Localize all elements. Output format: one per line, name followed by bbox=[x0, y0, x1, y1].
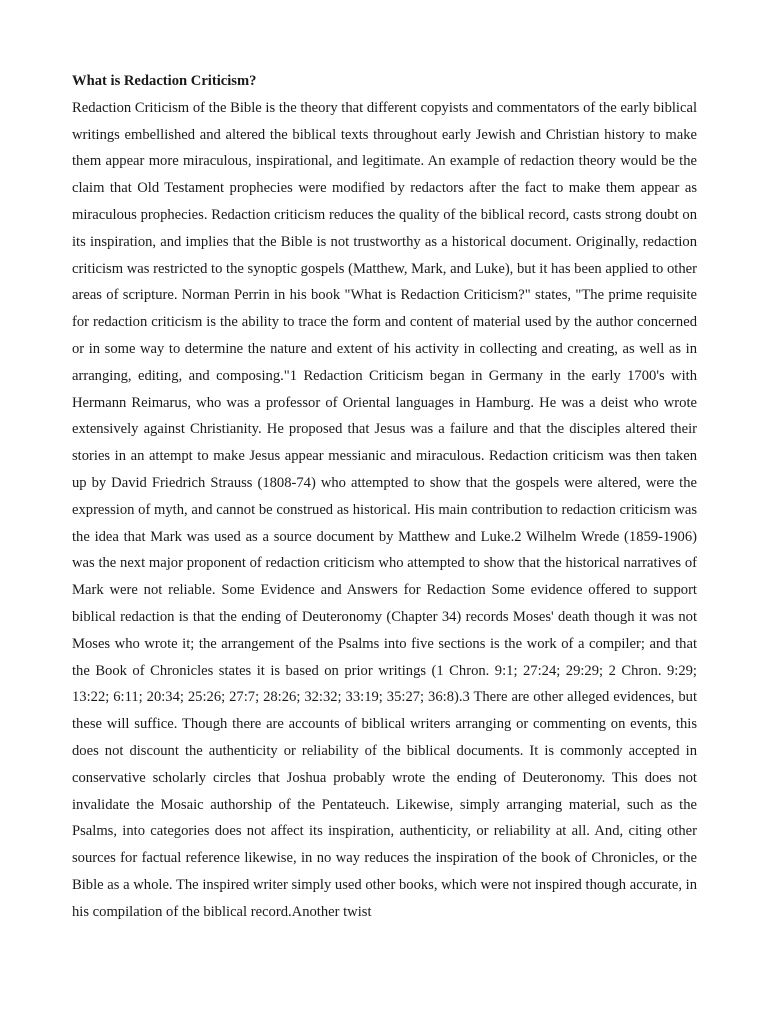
document-body-paragraph: Redaction Criticism of the Bible is the theory that different copyists and commentators of the early biblical writings embellished and altered the biblical texts throughout early Jewish and Christian history to make them appear more miraculous, inspirational, and legitimate. An example of redaction theory would be the claim that Old Testament prophecies were modified by redactors after the fact to make them appear as miraculous prophecies. Redaction criticism reduces the quality of the biblical record, casts strong doubt on its inspiration, and implies that the Bible is not trustworthy as a historical document. Originally, redaction criticism was restricted to the synoptic gospels (Matthew, Mark, and Luke), but it has been applied to other areas of scripture. Norman Perrin in his book "What is Redaction Criticism?" states, "The prime requisite for redaction criticism is the ability to trace the form and content of material used by the author concerned or in some way to determine the nature and extent of his activity in collecting and creating, as well as in arranging, editing, and composing."1 Redaction Criticism began in Germany in the early 1700's with Hermann Reimarus, who was a professor of Oriental languages in Hamburg. He was a deist who wrote extensively against Christianity. He proposed that Jesus was a failure and that the disciples altered their stories in an attempt to make Jesus appear messianic and miraculous. Redaction criticism was then taken up by David Friedrich Strauss (1808-74) who attempted to show that the gospels were altered, were the expression of myth, and cannot be construed as historical. His main contribution to redaction criticism was the idea that Mark was used as a source document by Matthew and Luke.2 Wilhelm Wrede (1859-1906) was the next major proponent of redaction criticism who attempted to show that the historical narratives of Mark were not reliable. Some Evidence and Answers for Redaction Some evidence offered to support biblical redaction is that the ending of Deuteronomy (Chapter 34) records Moses' death though it was not Moses who wrote it; the arrangement of the Psalms into five sections is the work of a compiler; and that the Book of Chronicles states it is based on prior writings (1 Chron. 9:1; 27:24; 29:29; 2 Chron. 9:29; 13:22; 6:11; 20:34; 25:26; 27:7; 28:26; 32:32; 33:19; 35:27; 36:8).3 There are other alleged evidences, but these will suffice. Though there are accounts of biblical writers arranging or commenting on events, this does not discount the authenticity or reliability of the biblical documents. It is commonly accepted in conservative scholarly circles that Joshua probably wrote the ending of Deuteronomy. This does not invalidate the Mosaic authorship of the Pentateuch. Likewise, simply arranging material, such as the Psalms, into categories does not affect its inspiration, authenticity, or reliability at all. And, citing other sources for factual reference likewise, in no way reduces the inspiration of the book of Chronicles, or the Bible as a whole. The inspired writer simply used other books, which were not inspired though accurate, in his compilation of the biblical record.Another twist bbox=[72, 99, 697, 920]
document-content bbox=[72, 68, 697, 926]
document-heading: What is Redaction Criticism? bbox=[72, 73, 257, 89]
